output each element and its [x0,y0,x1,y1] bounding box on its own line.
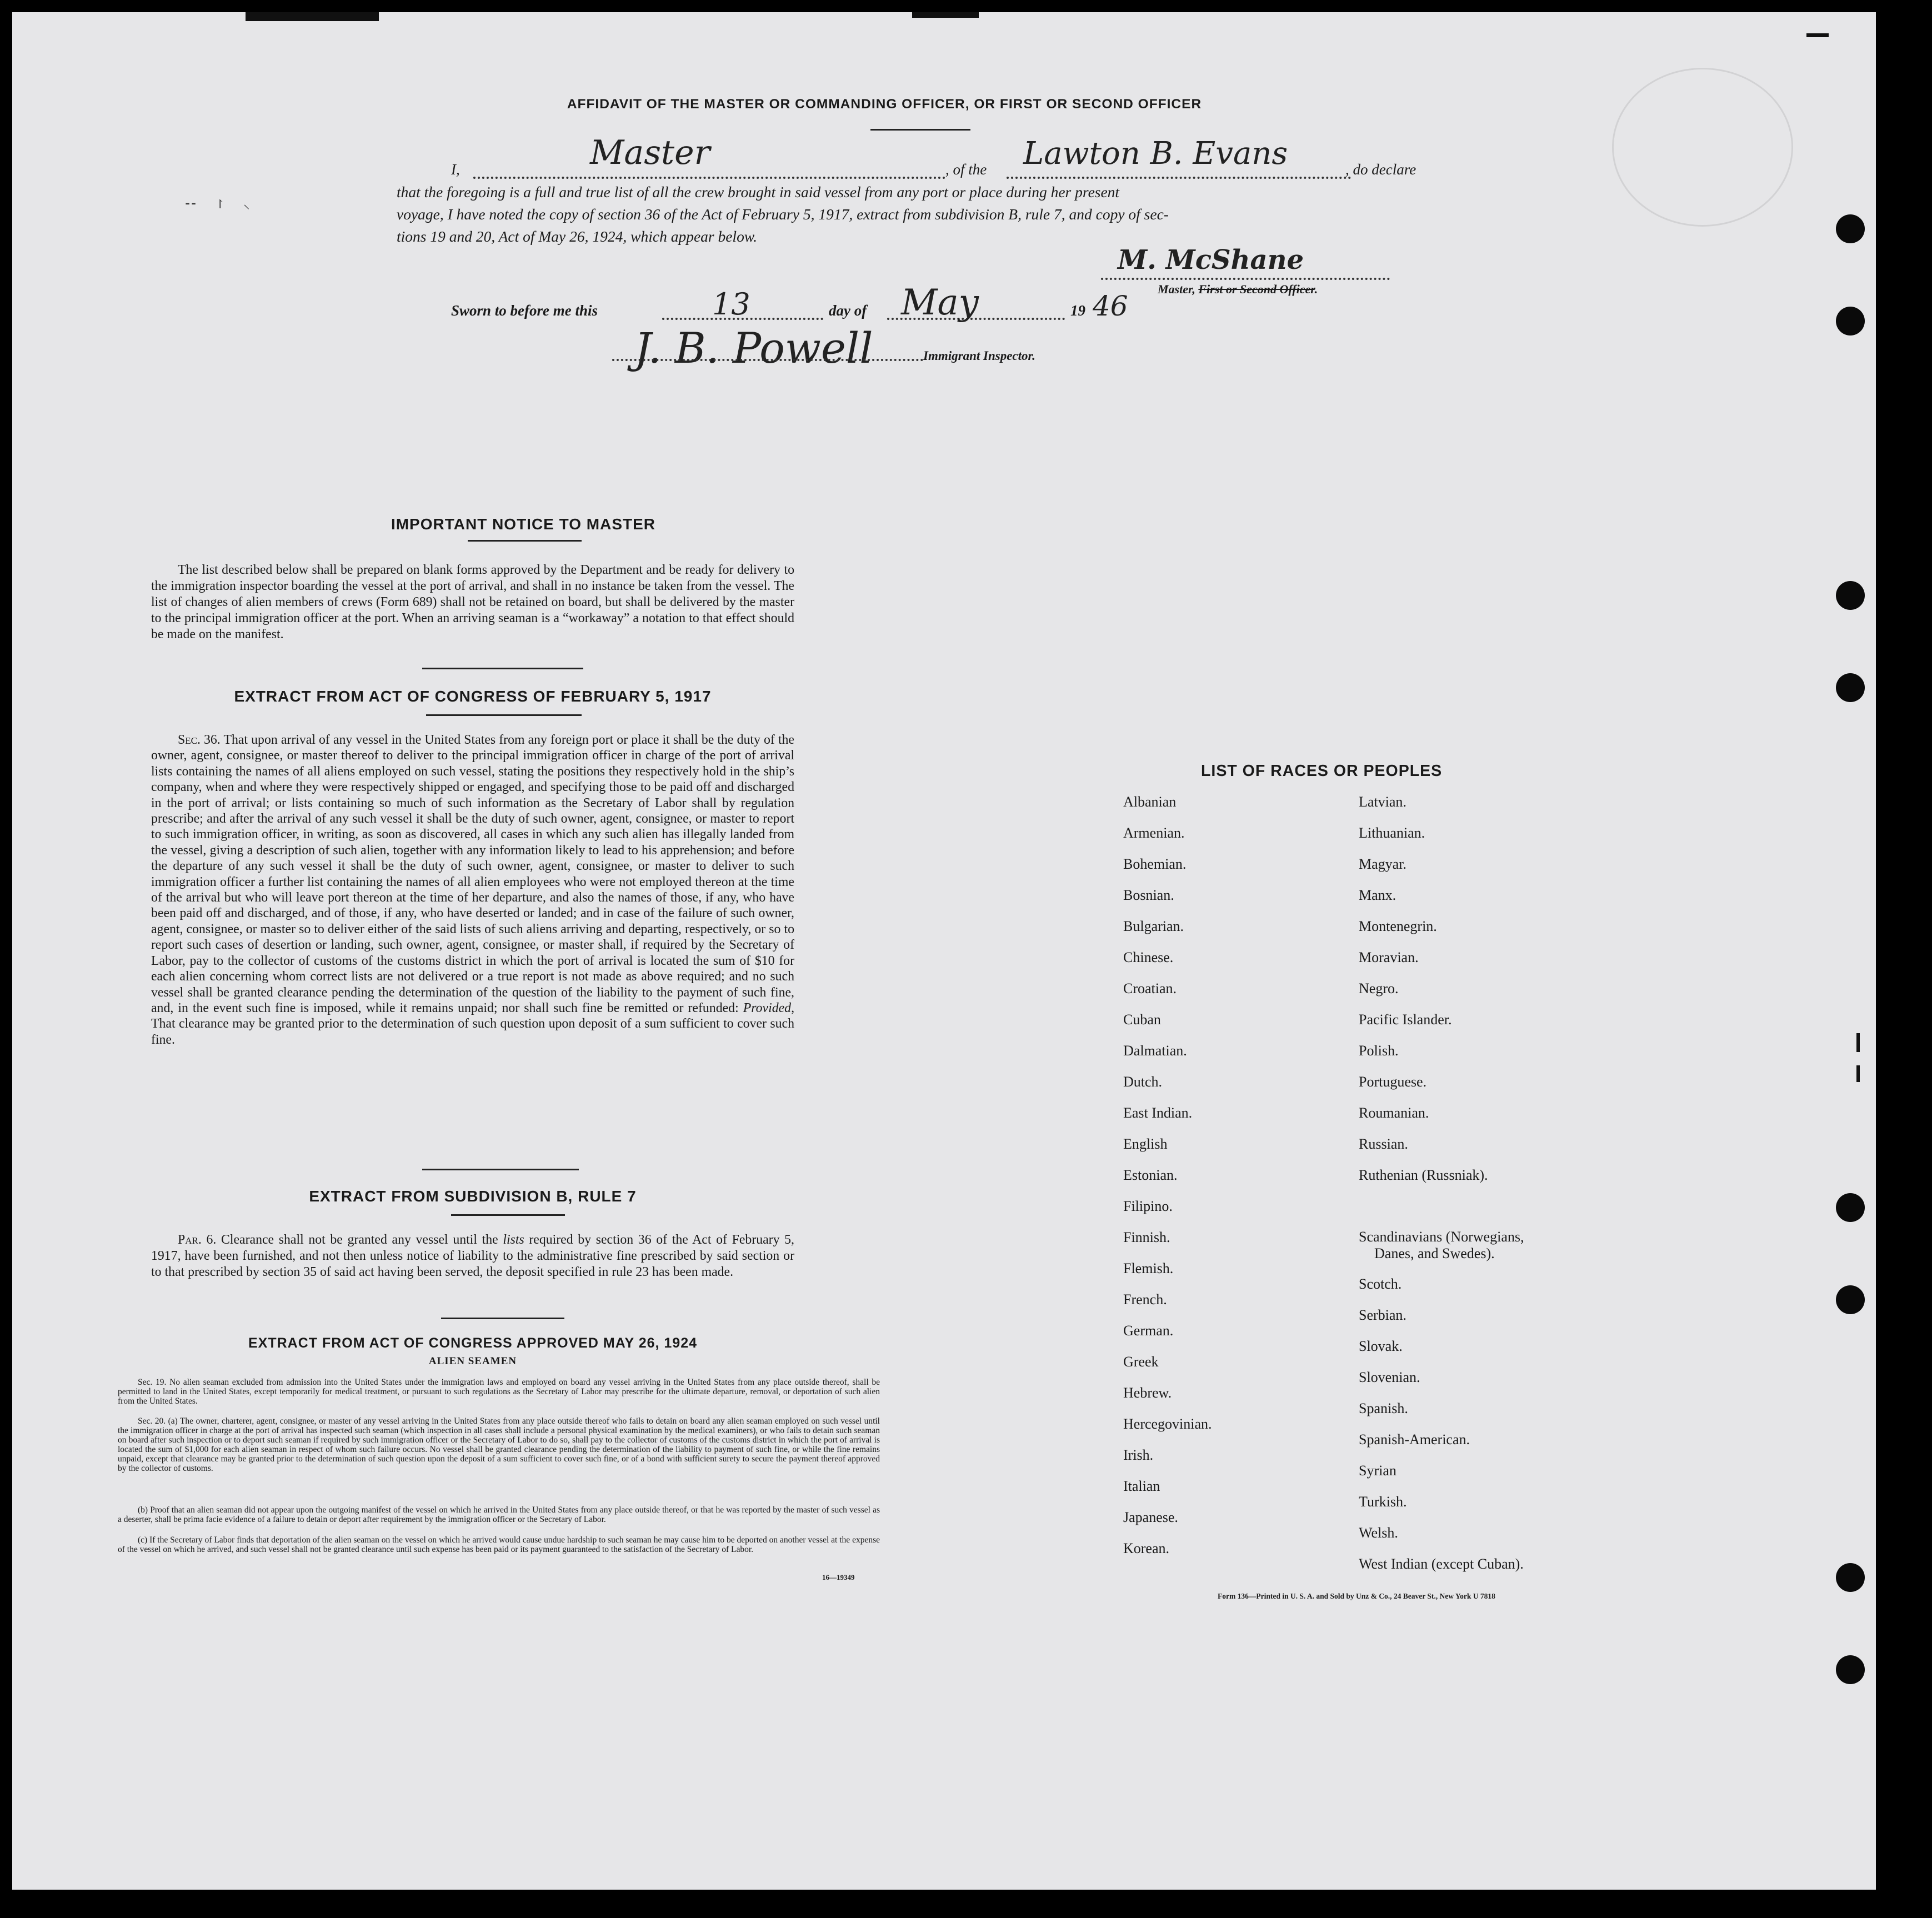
race-item: Hercegovinian. [1123,1416,1212,1432]
divider [870,129,970,131]
binder-hole [1836,214,1865,243]
officer-caption-master: Master, [1158,282,1199,296]
race-item: Montenegrin. [1359,918,1437,934]
race-item: Slovenian. [1359,1369,1420,1385]
name-handwritten: Master [590,133,710,172]
divider [451,1214,565,1216]
race-item: Flemish. [1123,1260,1174,1276]
edge-tick [1856,1033,1860,1052]
race-item: Russian. [1359,1136,1408,1152]
vessel-handwritten: Lawton B. Evans [1023,136,1288,172]
race-item: West Indian (except Cuban). [1359,1556,1524,1572]
rule7-text-b: required by section 36 of the Act of February 5, 1917, have been furnished, and not then unless notice of liability to the administrative fine prescribed by said section or to that prescribed by section 35 of said act having been served, the deposit specified in rule 23 has been made. [151,1233,795,1279]
sec20c-text: (c) If the Secretary of Labor finds that deportation of the alien seaman on the vessel on which he arrived would cause undue hardship to such seaman he may cause him to be deported on another vessel at the expense of the vessel on which he arrived, and such vessel shall not be granted clearance until such expense has been paid or its payment guaranteed to the satisfaction of the Secretary of Labor. [118,1535,880,1554]
binder-hole [1836,1193,1865,1222]
sec36-label: Sec. 36. [178,733,221,747]
extract-1917-body [151,732,794,1048]
race-item: Greek [1123,1354,1159,1370]
provided-word: Provided, [743,1000,795,1015]
rule7-text-a: Clearance shall not be granted any vessel until the [221,1233,498,1247]
race-item-continuation: Danes, and Swedes). [1374,1245,1495,1261]
day-handwritten: 13 [712,287,750,322]
inspector-signature: J. B. Powell [634,323,873,373]
affidavit-body-line3: tions 19 and 20, Act of May 26, 1924, which appear below. [397,228,758,245]
races-scandinavians [1359,1229,1524,1262]
race-item: Moravian. [1359,949,1419,965]
race-item: Negro. [1359,980,1399,996]
race-item: Hebrew. [1123,1385,1172,1401]
race-item: Lithuanian. [1359,825,1425,841]
race-item: Armenian. [1123,825,1185,841]
races-left-column [1123,787,1212,1564]
of-the-label: , of the [945,161,987,178]
embossed-seal [1612,68,1793,227]
race-item: Slovak. [1359,1338,1403,1354]
race-item: Scandinavians (Norwegians, [1359,1229,1524,1245]
race-item: Scotch. [1359,1276,1402,1292]
race-item: Magyar. [1359,856,1407,872]
rule7-body [151,1232,794,1280]
notice-body: The list described below shall be prepared on blank forms approved by the Department and be ready for delivery to the immigration inspector boarding the vessel at the port of arrival, and shall in no instance be taken from the vessel. The list of changes of alien members of crews (Form 689) shall not be retained on board, but shall be delivered by the master to the principal immigration officer at the port. When an arriving seaman is a “workaway” a notation to that effect should be made on the manifest. [151,563,794,642]
race-item: East Indian. [1123,1105,1193,1121]
divider [468,540,582,542]
vessel-line [1007,177,1351,179]
race-item: Welsh. [1359,1525,1398,1541]
document-page [12,12,1876,1890]
notice-heading: IMPORTANT NOTICE TO MASTER [391,515,656,533]
race-item: Bosnian. [1123,887,1174,903]
affidavit-body-line1: that the foregoing is a full and true list of all the crew brought in said vessel from any port or place during her present [397,183,1120,201]
race-item: Bulgarian. [1123,918,1184,934]
race-item: Portuguese. [1359,1074,1427,1090]
race-item: Estonian. [1123,1167,1178,1183]
year-prefix: 19 [1070,302,1085,319]
lists-word: lists [503,1233,524,1247]
rule7-heading: EXTRACT FROM SUBDIVISION B, RULE 7 [309,1188,637,1205]
edge-tick [1856,1065,1860,1082]
print-code: 16—19349 [822,1573,855,1581]
sec20a-text: Sec. 20. (a) The owner, charterer, agent, consignee, or master of any vessel arriving in the United States from any place outside thereof who fails to detain on board any alien seaman employed on such vessel until the immigration officer in charge at the port of arrival has inspected such seaman (which inspection in all cases shall include a personal physical examination by the medical examiners), or who fails to detain such seaman on board after such inspection or to deport such seaman if required by such immigration officer or the Secretary of Labor to do so, shall pay to the collector of customs of the customs district in which the port of arrival is located the sum of $1,000 for each alien seaman in respect of whom such failure occurs. No vessel shall be granted clearance pending the determination of the liability to payment of such fine, or while the fine remains unpaid, except that clearance may be granted prior to the determination of such question upon the deposit of a sum sufficient to cover such fine, or of a bond with sufficient surety to secure the payment thereof approved by the collector of customs. [118,1416,880,1473]
race-item: Chinese. [1123,949,1174,965]
race-item: Polish. [1359,1043,1399,1059]
race-item: Dalmatian. [1123,1043,1187,1059]
day-of-label: day of [829,302,867,319]
affidavit-heading: AFFIDAVIT OF THE MASTER OR COMMANDING OFFICER, OR FIRST OR SECOND OFFICER [567,97,1202,112]
month-handwritten: May [901,282,979,323]
race-item: Syrian [1359,1463,1397,1479]
binder-hole [1836,673,1865,702]
race-item: French. [1123,1291,1167,1308]
binder-hole [1836,307,1865,335]
race-item: English [1123,1136,1168,1152]
race-item: Italian [1123,1478,1160,1494]
race-item: Finnish. [1123,1229,1170,1245]
name-line [473,177,945,179]
divider [422,668,583,669]
races-heading: LIST OF RACES OR PEOPLES [1201,762,1443,780]
sec36-text: That upon arrival of any vessel in the United States from any foreign port or place it shall be the duty of the owner, agent, consignee, or master thereof to deliver to the principal immigration officer in charge of the port of arrival lists containing the names of all aliens employed on such vessel, stating the positions they respectively hold in the ship’s company, when and where they were respectively shipped or engaged, and specifying those to be paid off and discharged in the port of arrival; or lists containing so much of such information as the Secretary of Labor shall by regulation prescribe; and after the arrival of any such vessel it shall be the duty of such owner, agent, consignee, or master to report to such immigration officer, in writing, as soon as discovered, all cases in which any such alien has illegally landed from the vessel, giving a description of such alien, together with any information likely to lead to his apprehension; and before the departure of any such vessel it shall be the duty of such owner, agent, consignee, or master to deliver to such immigration officer a further list containing the names of all alien employees who were not employed thereon at the time of the arrival but who will leave port thereon at the time of her departure, and also the names of those, if any, who have been paid off and discharged, and of those, if any, who have deserted or landed; and in case of the failure of such owner, agent, consignee, or master so to deliver either of the said lists of such aliens arriving and departing, respectively, or so to report such cases of desertion or landing, such owner, agent, consignee, or master shall, if required by the Secretary of Labor, pay to the collector of customs of the customs district in which the port of arrival is located the sum of $10 for each alien concerning whom correct lists are not delivered or a true report is not made as above required; and no such vessel shall be granted clearance pending the determination of the question of the liability to the payment of such fine, and, in the event such fine is imposed, while it remains unpaid; nor shall such fine be remitted or refunded: [151,733,794,1015]
sworn-label: Sworn to before me this [451,302,598,319]
races-right-bottom-column [1359,1269,1524,1580]
race-item: Bohemian. [1123,856,1187,872]
binder-hole [1836,1563,1865,1592]
officer-caption [1158,282,1318,297]
inspector-caption: Immigrant Inspector. [923,349,1035,363]
race-item: Dutch. [1123,1074,1163,1090]
scan-edge-mark [1806,33,1829,37]
race-item: Filipino. [1123,1198,1173,1214]
divider [426,714,582,716]
i-label: I, [451,161,460,178]
binder-hole [1836,581,1865,610]
race-item: Manx. [1359,887,1397,903]
inspector-signature-line [612,359,923,361]
race-item: German. [1123,1323,1174,1339]
extract-1917-heading: EXTRACT FROM ACT OF CONGRESS OF FEBRUARY 5, 1917 [234,688,712,705]
race-item: Spanish. [1359,1400,1408,1416]
officer-signature: M. McShane [1118,244,1304,276]
race-item: Albanian [1123,794,1177,810]
margin-marks: ⁃⁃ ↾ ⸜ [184,197,250,211]
race-item: Croatian. [1123,980,1177,996]
race-item: Korean. [1123,1540,1170,1556]
race-item: Japanese. [1123,1509,1178,1525]
race-item: Roumanian. [1359,1105,1429,1121]
race-item: Irish. [1123,1447,1154,1463]
scan-edge-mark [246,12,379,21]
form-imprint: Form 136—Printed in U. S. A. and Sold by Unz & Co., 24 Beaver St., New York U 7818 [1218,1592,1495,1600]
act-1924-heading: EXTRACT FROM ACT OF CONGRESS APPROVED MAY 26, 1924 [248,1335,698,1351]
scan-edge-mark [912,12,979,18]
binder-hole [1836,1655,1865,1684]
divider [422,1169,579,1170]
alien-seamen-subheading: ALIEN SEAMEN [428,1355,517,1367]
do-declare-label: , do declare [1345,161,1417,178]
race-item: Serbian. [1359,1307,1407,1323]
sec36-text-end: That clearance may be granted prior to the determination of such question upon deposit of a sum sufficient to cover such fine. [151,1016,794,1047]
race-item: Cuban [1123,1011,1161,1028]
race-item: Spanish-American. [1359,1431,1470,1448]
sec20b-text: (b) Proof that an alien seaman did not appear upon the outgoing manifest of the vessel on which he arrived in the United States from any place outside thereof, or that he was reported by the master of such vessel as a deserter, shall be prima facie evidence of a failure to detain or deport after requirement by the immigration officer or the Secretary of Labor. [118,1505,880,1524]
binder-hole [1836,1285,1865,1314]
officer-caption-end: . [1314,282,1318,296]
year-handwritten: 46 [1093,290,1128,322]
race-item: Turkish. [1359,1494,1407,1510]
race-item: Pacific Islander. [1359,1011,1452,1028]
affidavit-body-line2: voyage, I have noted the copy of section 36 of the Act of February 5, 1917, extract from subdivision B, rule 7, and copy of sec- [397,206,1169,223]
divider [441,1318,564,1319]
races-right-top-column [1359,787,1488,1191]
officer-signature-line [1101,278,1390,280]
sec19-text: Sec. 19. No alien seaman excluded from admission into the United States under the immigration laws and employed on board any vessel arriving in the United States from any place outside thereof, shall be permitted to land in the United States, except temporarily for medical treatment, or pursuant to such regulations as the Secretary of Labor may prescribe for the ultimate departure, removal, or deportation of such alien from the United States. [118,1378,880,1406]
race-item: Ruthenian (Russniak). [1359,1167,1488,1183]
par6-label: Par. 6. [178,1233,217,1247]
race-item: Latvian. [1359,794,1407,810]
officer-caption-struck: First or Second Officer [1198,282,1315,296]
